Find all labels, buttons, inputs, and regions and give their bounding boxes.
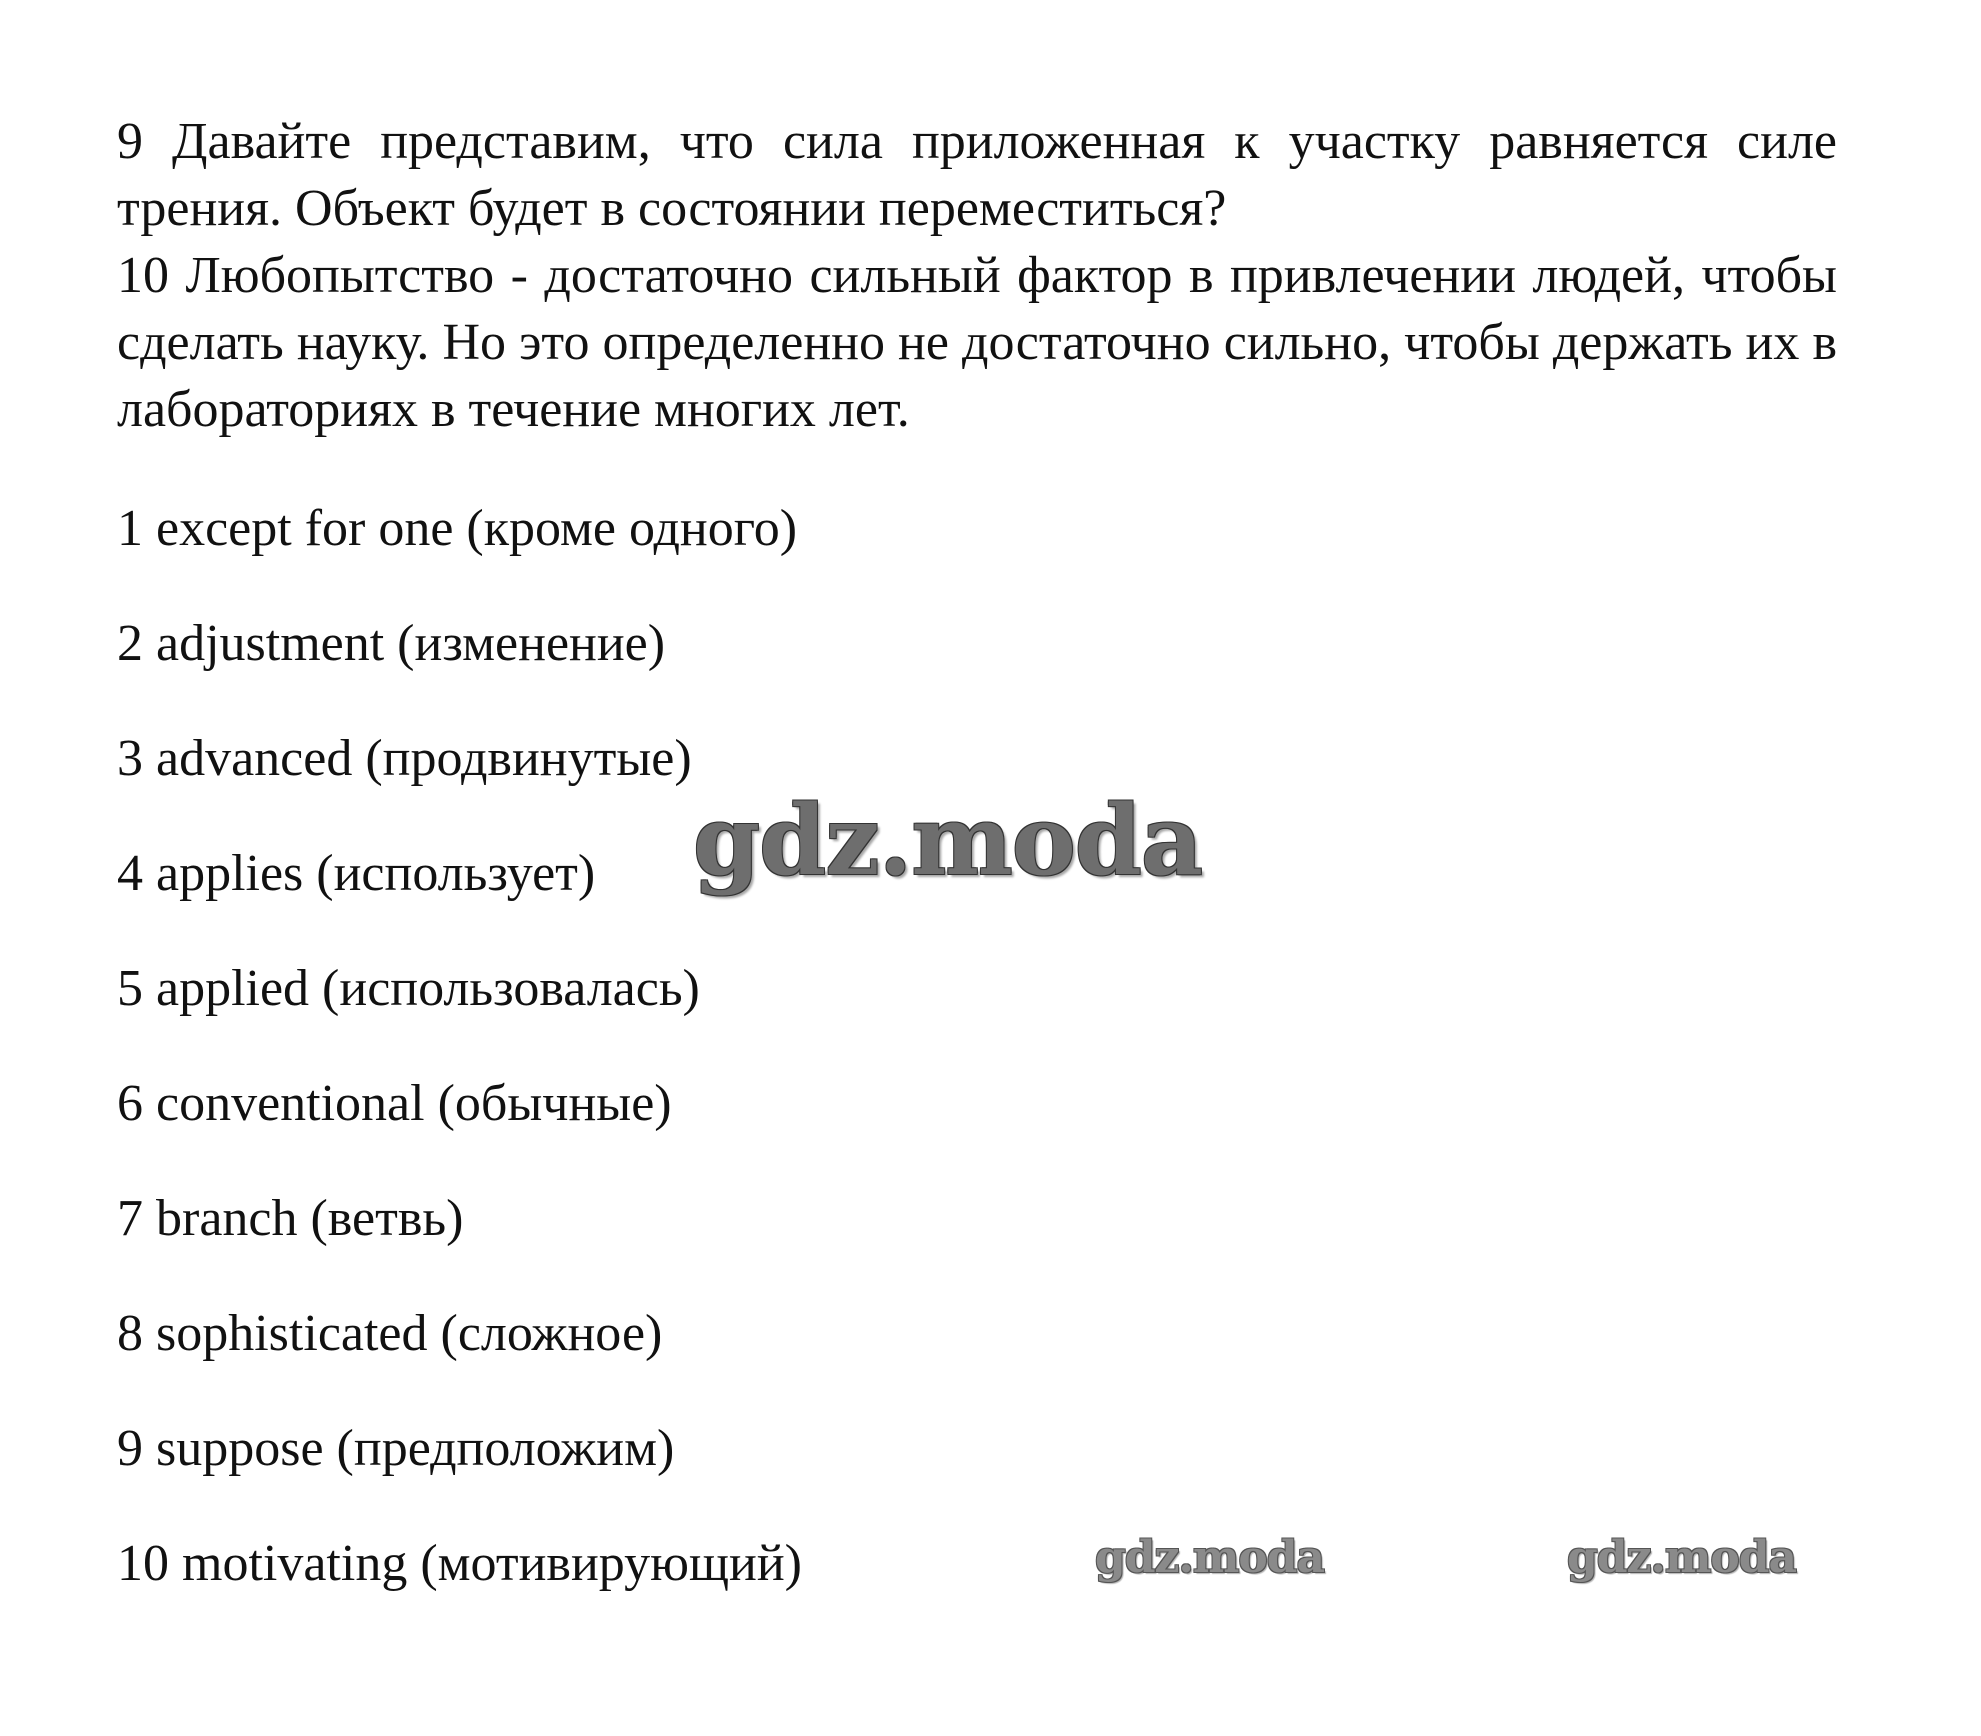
vocab-item-2: 2 adjustment (изменение): [117, 615, 666, 672]
paragraph-10: 10 Любопытство - достаточно сильный фактор в привлечении людей, чтобы сделать науку. Но это определенно не достаточно сильно, чтобы держать их в лабораториях в течение многих лет.: [117, 247, 1837, 438]
vocab-item-10: 10 motivating (мотивирующий): [117, 1535, 802, 1592]
watermark-small-left: gdz.moda: [1095, 1532, 1325, 1583]
watermark-small-right: gdz.moda: [1567, 1532, 1797, 1583]
vocab-item-6: 6 conventional (обычные): [117, 1075, 672, 1132]
paragraph-9: 9 Давайте представим, что сила приложенная к участку равняется силе трения. Объект будет в состоянии переместиться?: [117, 113, 1837, 237]
vocab-item-3: 3 advanced (продвинутые): [117, 730, 692, 787]
vocab-item-7: 7 branch (ветвь): [117, 1190, 464, 1247]
vocab-item-1: 1 except for one (кроме одного): [117, 500, 798, 557]
vocab-item-9: 9 suppose (предположим): [117, 1420, 675, 1477]
vocabulary-list: [117, 495, 1117, 1645]
vocab-item-4: 4 applies (использует): [117, 845, 596, 902]
watermark-large: gdz.moda: [693, 784, 1203, 897]
translation-paragraphs: [117, 108, 1837, 443]
vocab-item-8: 8 sophisticated (сложное): [117, 1305, 663, 1362]
vocab-item-5: 5 applied (использовалась): [117, 960, 700, 1017]
